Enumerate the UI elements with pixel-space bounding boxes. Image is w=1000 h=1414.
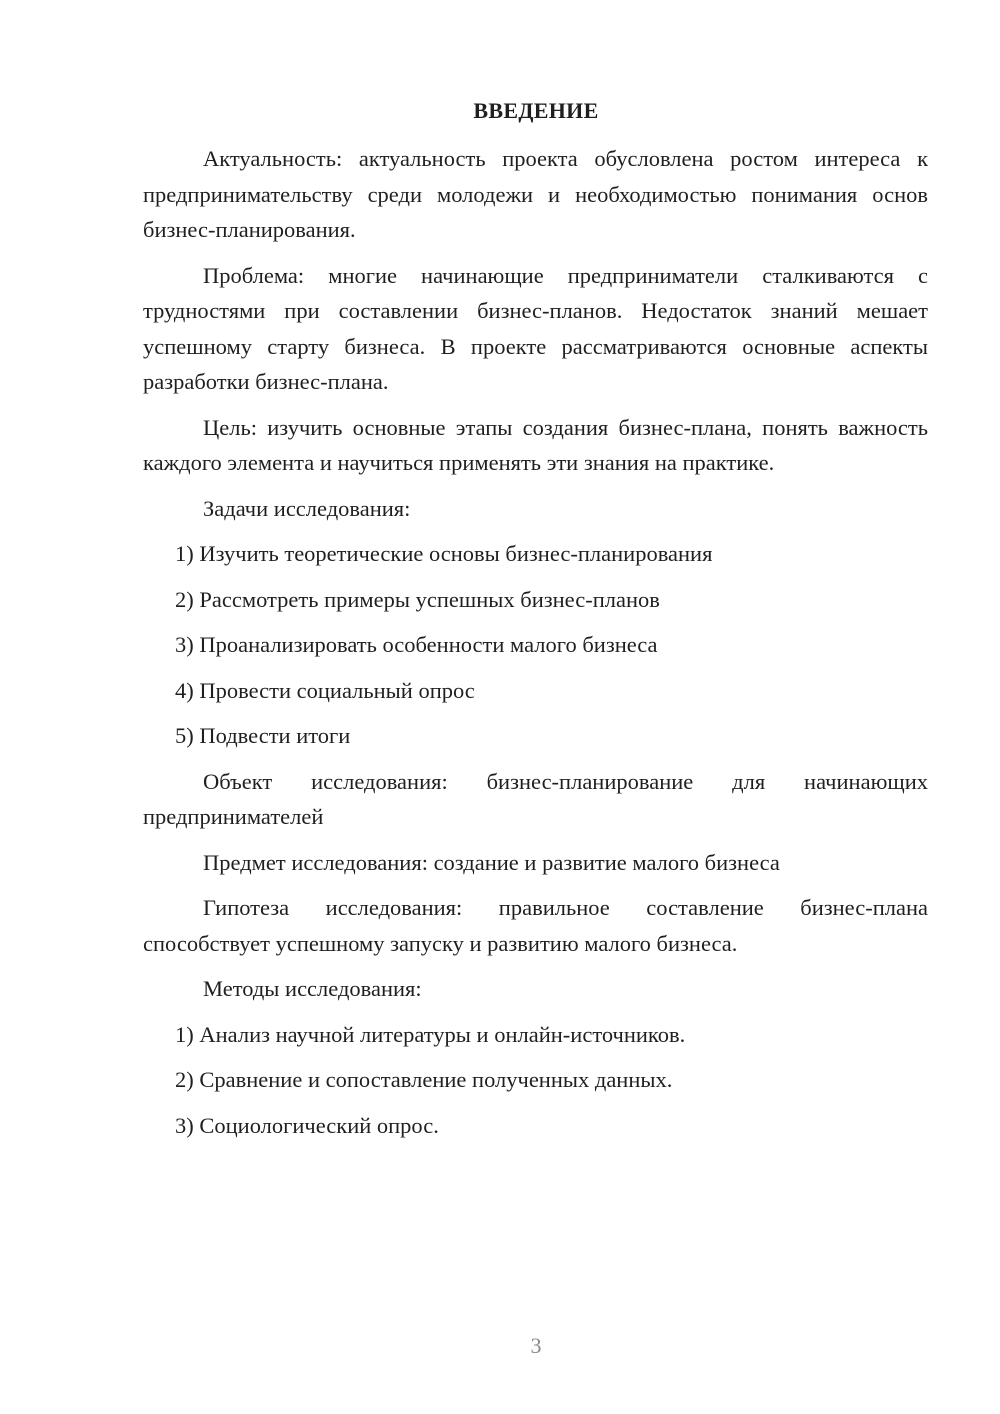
problem-paragraph: Проблема: многие начинающие предприниматели сталкиваются с трудностями при составлении бизнес-планов. Недостаток знаний мешает успешному старту бизнеса. В проекте рассматриваются основные аспекты разработки бизнес-плана. xyxy=(143,262,928,394)
list-item: 3) Проанализировать особенности малого бизнеса xyxy=(175,632,658,657)
list-item: 4) Провести социальный опрос xyxy=(175,677,475,703)
page-title: ВВЕДЕНИЕ xyxy=(473,98,599,123)
list-item: 1) Изучить теоретические основы бизнес-планирования xyxy=(175,541,713,566)
list-item: 3) Социологический опрос. xyxy=(175,1112,439,1138)
tasks-list xyxy=(143,536,928,754)
object-paragraph: Объект исследования: бизнес-планирование для начинающих предпринимателей xyxy=(143,768,928,829)
list-item: 2) Сравнение и сопоставление полученных данных. xyxy=(175,1067,673,1092)
subject-paragraph: Предмет исследования: создание и развитие малого бизнеса xyxy=(203,849,780,875)
methods-list xyxy=(143,1017,928,1144)
document-body xyxy=(143,141,928,1153)
list-item: 2) Рассмотреть примеры успешных бизнес-планов xyxy=(175,586,660,612)
relevance-paragraph: Актуальность: актуальность проекта обусловлена ростом интереса к предпринимательству среди молодежи и необходимостью понимания основ бизнес-планирования. xyxy=(143,146,928,242)
methods-heading: Методы исследования: xyxy=(203,976,422,1001)
list-item: 5) Подвести итоги xyxy=(175,723,351,748)
list-item: 1) Анализ научной литературы и онлайн-источников. xyxy=(175,1021,686,1047)
goal-paragraph: Цель: изучить основные этапы создания бизнес-плана, понять важность каждого элемента и научиться применять эти знания на практике. xyxy=(143,414,928,475)
hypothesis-paragraph: Гипотеза исследования: правильное составление бизнес-плана способствует успешному запуску и развитию малого бизнеса. xyxy=(143,895,928,956)
tasks-heading: Задачи исследования: xyxy=(203,495,411,521)
page-number: 3 xyxy=(530,1333,542,1358)
